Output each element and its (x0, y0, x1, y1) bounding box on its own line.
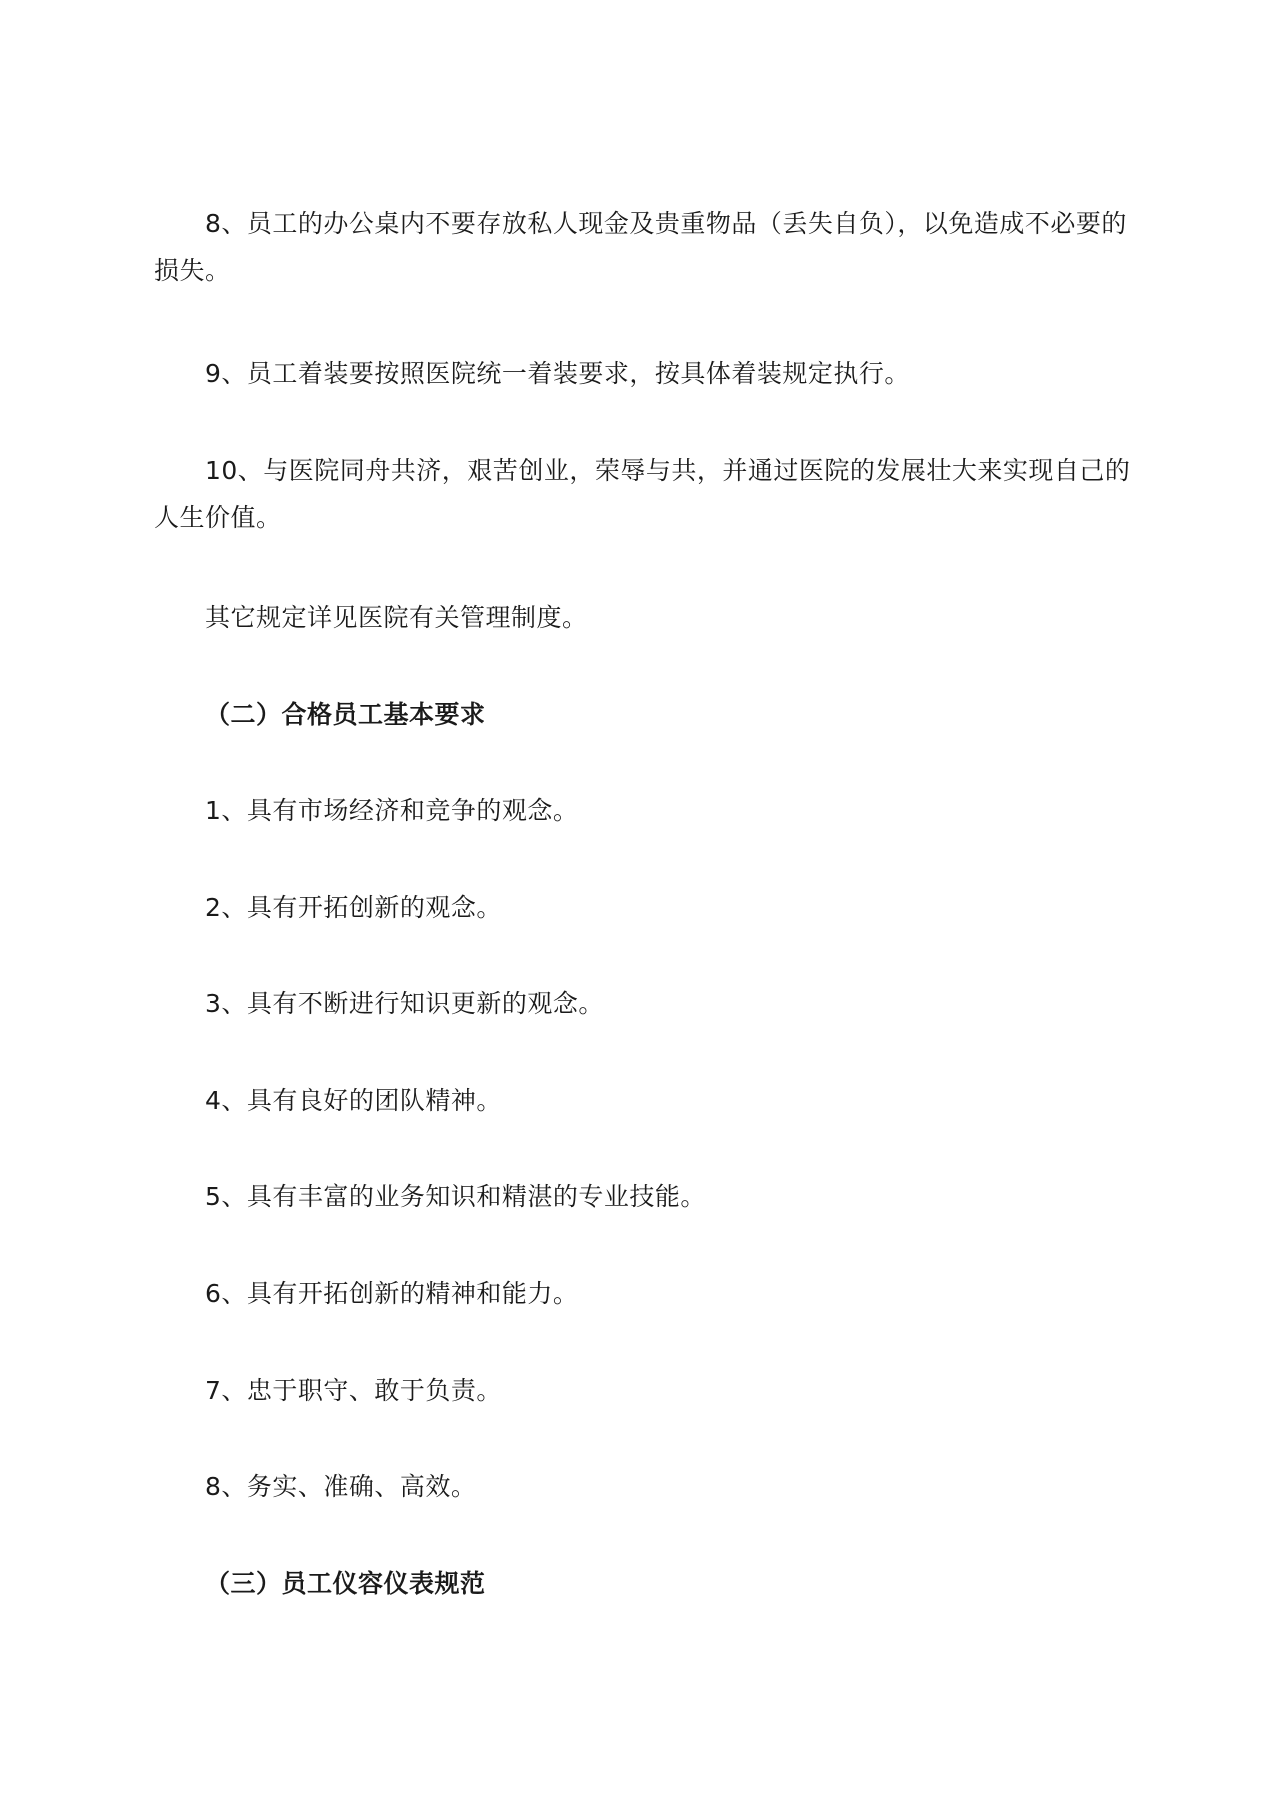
list-item: 4、具有良好的团队精神。 (205, 1086, 502, 1115)
rule-10-paragraph: 10、与医院同舟共济，艰苦创业，荣辱与共，并通过医院的发展壮大来实现自己的人生价值。 (154, 456, 1131, 532)
section-3-heading: （三）员工仪容仪表规范 (205, 1569, 486, 1598)
rule-8-paragraph: 8、员工的办公桌内不要存放私人现金及贵重物品（丢失自负），以免造成不必要的损失。 (154, 209, 1127, 285)
list-item: 1、具有市场经济和竞争的观念。 (205, 796, 579, 825)
list-item: 8、务实、准确、高效。 (205, 1472, 477, 1501)
list-item: 2、具有开拓创新的观念。 (205, 893, 502, 922)
list-item: 7、忠于职守、敢于负责。 (205, 1376, 502, 1405)
list-item: 3、具有不断进行知识更新的观念。 (205, 989, 604, 1018)
section-2-heading: （二）合格员工基本要求 (205, 700, 486, 729)
list-item: 5、具有丰富的业务知识和精湛的专业技能。 (205, 1182, 706, 1211)
list-item: 6、具有开拓创新的精神和能力。 (205, 1279, 579, 1308)
other-rules-note: 其它规定详见医院有关管理制度。 (205, 603, 588, 632)
rule-9-paragraph: 9、员工着装要按照医院统一着装要求，按具体着装规定执行。 (205, 359, 910, 388)
